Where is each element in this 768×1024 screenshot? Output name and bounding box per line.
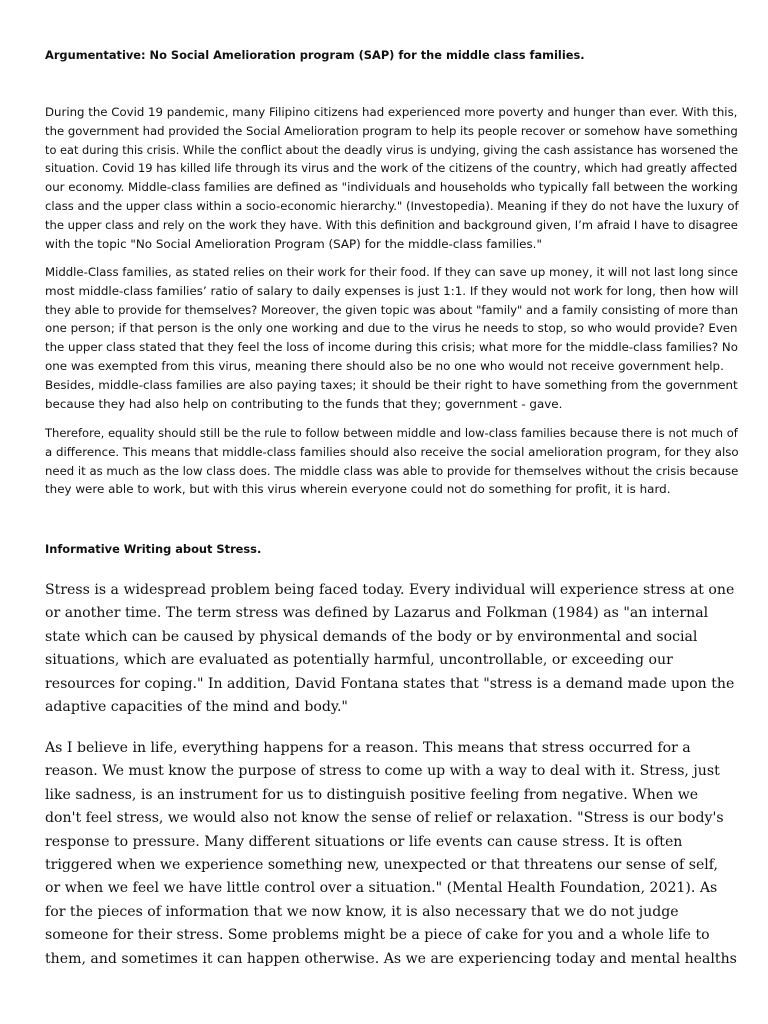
- text-line: don't feel stress, we would also not know the sense of relief or relaxation. "Stress is our body's: [45, 810, 724, 827]
- paragraph-stress-definition: [45, 579, 735, 719]
- text-line: During the Covid 19 pandemic, many Filipino citizens had experienced more poverty and hunger than ever. With this,: [45, 105, 738, 119]
- text-line: one was exempted from this virus, meaning there should also be no one who would not receive government help.: [45, 358, 724, 373]
- text-line: they were able to work, but with this virus wherein everyone could not do something for profit, it is hard.: [45, 482, 671, 497]
- text-line: or another time. The term stress was defined by Lazarus and Folkman (1984) as "an internal: [45, 605, 709, 622]
- text-line: the government had provided the Social Amelioration program to help its people recover or somehow have something: [45, 123, 738, 138]
- text-line: one person; if that person is the only one working and due to the virus he needs to stop, so who would provide? Even: [45, 321, 738, 336]
- text-line: with the topic "No Social Amelioration Program (SAP) for the middle-class families.": [45, 236, 542, 251]
- text-line: adaptive capacities of the mind and body.": [45, 699, 348, 716]
- paragraph-sap-intro: [45, 103, 739, 253]
- text-line: class and the upper class within a socio-economic hierarchy." (Investopedia). Meaning if they do not have the luxury of: [45, 198, 739, 213]
- text-line: they able to provide for themselves? Moreover, the given topic was about "family" and a family consisting of more than: [45, 302, 739, 317]
- text-line: As I believe in life, everything happens for a reason. This means that stress occurred for a: [45, 740, 691, 756]
- text-line: reason. We must know the purpose of stress to come up with a way to deal with it. Stress, just: [45, 763, 720, 780]
- text-line: Middle-Class families, as stated relies on their work for their food. If they can save up money, it will not last long since: [45, 265, 738, 279]
- text-line: Therefore, equality should still be the rule to follow between middle and low-class families because there is not much of: [45, 426, 738, 440]
- text-line: for the pieces of information that we now know, it is also necessary that we do not judge: [45, 903, 679, 920]
- text-line: someone for their stress. Some problems might be a piece of cake for you and a whole life to: [45, 927, 710, 944]
- text-line: need it as much as the low class does. The middle class was able to provide for themselves without the crisis because: [45, 463, 739, 478]
- text-line: Stress is a widespread problem being faced today. Every individual will experience stress at one: [45, 582, 735, 598]
- text-line: our economy. Middle-class families are defined as "individuals and households who typically fall between the working: [45, 180, 738, 195]
- text-line: like sadness, is an instrument for us to distinguish positive feeling from negative. When we: [45, 786, 699, 803]
- text-line: because they had also help on contributing to the funds that they; government - gave.: [45, 396, 563, 411]
- text-line: the upper class stated that they feel the loss of income during this crisis; what more for the middle-class families? No: [45, 340, 738, 355]
- text-line: the upper class and rely on the work they have. With this definition and background given, I’m afraid I have to disagree: [45, 217, 738, 232]
- text-line: them, and sometimes it can happen otherwise. As we are experiencing today and mental healths: [45, 950, 737, 967]
- text-line: most middle-class families’ ratio of salary to daily expenses is just 1:1. If they would not work for long, then how will: [45, 283, 739, 298]
- text-line: a difference. This means that middle-class families should also receive the social amelioration program, for they also: [45, 444, 739, 459]
- text-line: situations, which are evaluated as potentially harmful, uncontrollable, or exceeding our: [45, 652, 673, 669]
- paragraph-stress-reason: [45, 737, 735, 971]
- paragraph-equality: [45, 424, 739, 499]
- text-line: to eat during this crisis. While the conflict about the deadly virus is undying, giving the cash assistance has worsened the: [45, 142, 739, 157]
- section-heading-argumentative: Argumentative: No Social Amelioration program (SAP) for the middle class families.: [45, 48, 585, 62]
- text-line: or when we feel we have little control over a situation." (Mental Health Foundation, 2021). As: [45, 880, 718, 897]
- text-line: state which can be caused by physical demands of the body or by environmental and social: [45, 628, 698, 645]
- text-line: resources for coping." In addition, David Fontana states that "stress is a demand made upon the: [45, 675, 735, 692]
- text-line: situation. Covid 19 has killed life through its virus and the work of the citizens of the country, which had greatly affected: [45, 161, 738, 176]
- paragraph-middle-class: [45, 263, 739, 413]
- text-line: triggered when we experience something new, unexpected or that threatens our sense of self,: [45, 857, 718, 874]
- section-heading-stress: Informative Writing about Stress.: [45, 542, 262, 556]
- text-line: Besides, middle-class families are also paying taxes; it should be their right to have something from the government: [45, 377, 738, 392]
- text-line: response to pressure. Many different situations or life events can cause stress. It is often: [45, 833, 683, 850]
